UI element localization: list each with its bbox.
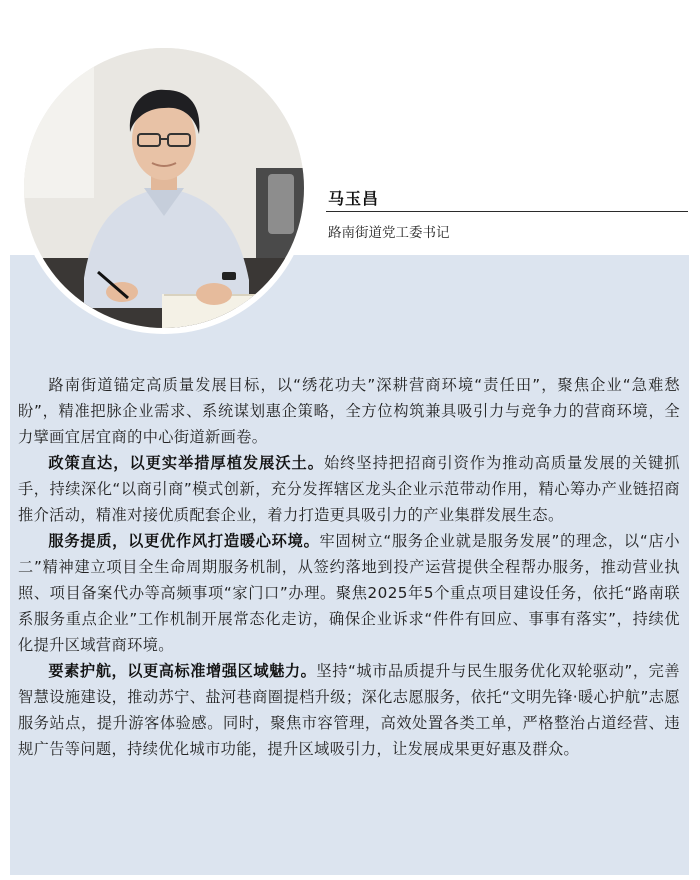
name-divider <box>326 211 688 212</box>
paragraph-text: 牢固树立“服务企业就是服务发展”的理念，以“店小二”精神建立项目全生命周期服务机制，从签约落地到投产运营提供全程帮办服务，推动营业执照、项目备案代办等高频事项“家门口”办理。聚焦2025年5个重点项目建设任务，依托“路南联系服务重点企业”工作机制开展常态化走访，确保企业诉求“件件有回应、事事有落实”，持续优化提升区域营商环境。 <box>18 532 680 654</box>
paragraph-lead: 要素护航，以更高标准增强区域魅力。 <box>48 662 317 680</box>
article-body <box>18 372 680 762</box>
person-name: 马玉昌 <box>328 189 380 208</box>
portrait-photo <box>24 48 304 328</box>
paragraph-intro <box>18 372 680 450</box>
paragraph-text: 路南街道锚定高质量发展目标，以“绣花功夫”深耕营商环境“责任田”，聚焦企业“急难愁盼”，精准把脉企业需求、系统谋划惠企策略，全方位构筑兼具吸引力与竞争力的营商环境，全力擘画宜居宜商的中心街道新画卷。 <box>18 376 680 446</box>
person-title: 路南街道党工委书记 <box>328 225 450 241</box>
paragraph-text: 坚持“城市品质提升与民生服务优化双轮驱动”，完善智慧设施建设，推动苏宁、盐河巷商圈提档升级；深化志愿服务，依托“文明先锋·暖心护航”志愿服务站点，提升游客体验感。同时，聚焦市容管理，高效处置各类工单，严格整治占道经营、违规广告等问题，持续优化城市功能，提升区域吸引力，让发展成果更好惠及群众。 <box>18 662 680 758</box>
paragraph-lead: 服务提质，以更优作风打造暖心环境。 <box>48 532 320 550</box>
paragraph-support <box>18 658 680 762</box>
paragraph-text: 始终坚持把招商引资作为推动高质量发展的关键抓手，持续深化“以商引商”模式创新，充分发挥辖区龙头企业示范带动作用，精心筹办产业链招商推介活动，精准对接优质配套企业，着力打造更具吸引力的产业集群发展生态。 <box>18 454 680 524</box>
paragraph-lead: 政策直达，以更实举措厚植发展沃土。 <box>48 454 324 472</box>
paragraph-policy <box>18 450 680 528</box>
paragraph-service <box>18 528 680 658</box>
